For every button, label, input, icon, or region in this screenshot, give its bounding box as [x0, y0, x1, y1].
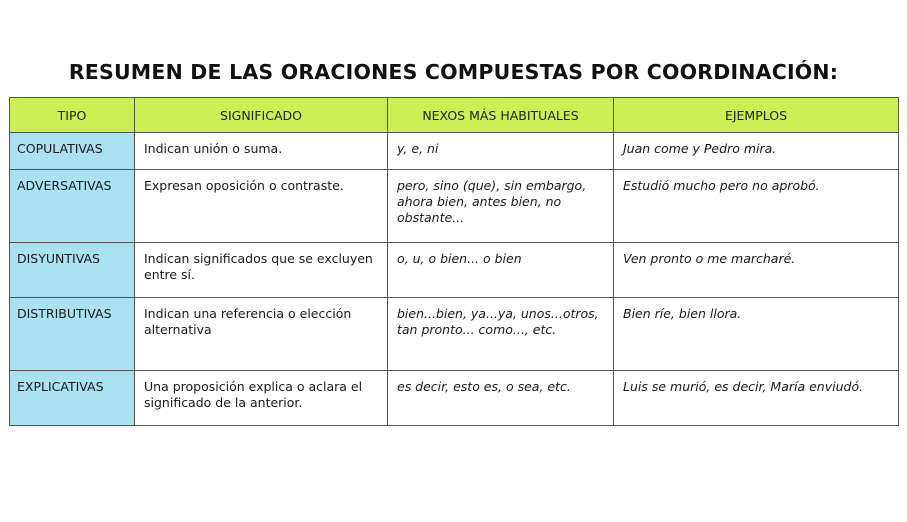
cell-tipo: DISYUNTIVAS — [10, 243, 135, 298]
cell-tipo: DISTRIBUTIVAS — [10, 298, 135, 371]
cell-significado: Indican una referencia o elección alternativa — [135, 298, 388, 371]
cell-tipo: EXPLICATIVAS — [10, 371, 135, 426]
cell-tipo: ADVERSATIVAS — [10, 170, 135, 243]
cell-nexos: pero, sino (que), sin embargo, ahora bien, antes bien, no obstante... — [388, 170, 614, 243]
table-row — [10, 371, 899, 426]
page-title: RESUMEN DE LAS ORACIONES COMPUESTAS POR COORDINACIÓN: — [68, 60, 839, 84]
header-significado: SIGNIFICADO — [135, 98, 388, 133]
cell-nexos: o, u, o bien... o bien — [388, 243, 614, 298]
header-tipo: TIPO — [10, 98, 135, 133]
table-row — [10, 243, 899, 298]
header-nexos: NEXOS MÁS HABITUALES — [388, 98, 614, 133]
header-row — [10, 98, 899, 133]
cell-ejemplos: Juan come y Pedro mira. — [614, 133, 899, 170]
cell-significado: Una proposición explica o aclara el significado de la anterior. — [135, 371, 388, 426]
table-row — [10, 170, 899, 243]
cell-nexos: bien...bien, ya...ya, unos...otros, tan pronto... como..., etc. — [388, 298, 614, 371]
cell-significado: Indican unión o suma. — [135, 133, 388, 170]
cell-significado: Indican significados que se excluyen entre sí. — [135, 243, 388, 298]
cell-ejemplos: Estudió mucho pero no aprobó. — [614, 170, 899, 243]
cell-ejemplos: Ven pronto o me marcharé. — [614, 243, 899, 298]
header-ejemplos: EJEMPLOS — [614, 98, 899, 133]
cell-ejemplos: Bien ríe, bien llora. — [614, 298, 899, 371]
cell-ejemplos: Luis se murió, es decir, María enviudó. — [614, 371, 899, 426]
table-row — [10, 298, 899, 371]
table-row — [10, 133, 899, 170]
cell-tipo: COPULATIVAS — [10, 133, 135, 170]
cell-nexos: es decir, esto es, o sea, etc. — [388, 371, 614, 426]
cell-significado: Expresan oposición o contraste. — [135, 170, 388, 243]
summary-table — [9, 97, 899, 426]
cell-nexos: y, e, ni — [388, 133, 614, 170]
